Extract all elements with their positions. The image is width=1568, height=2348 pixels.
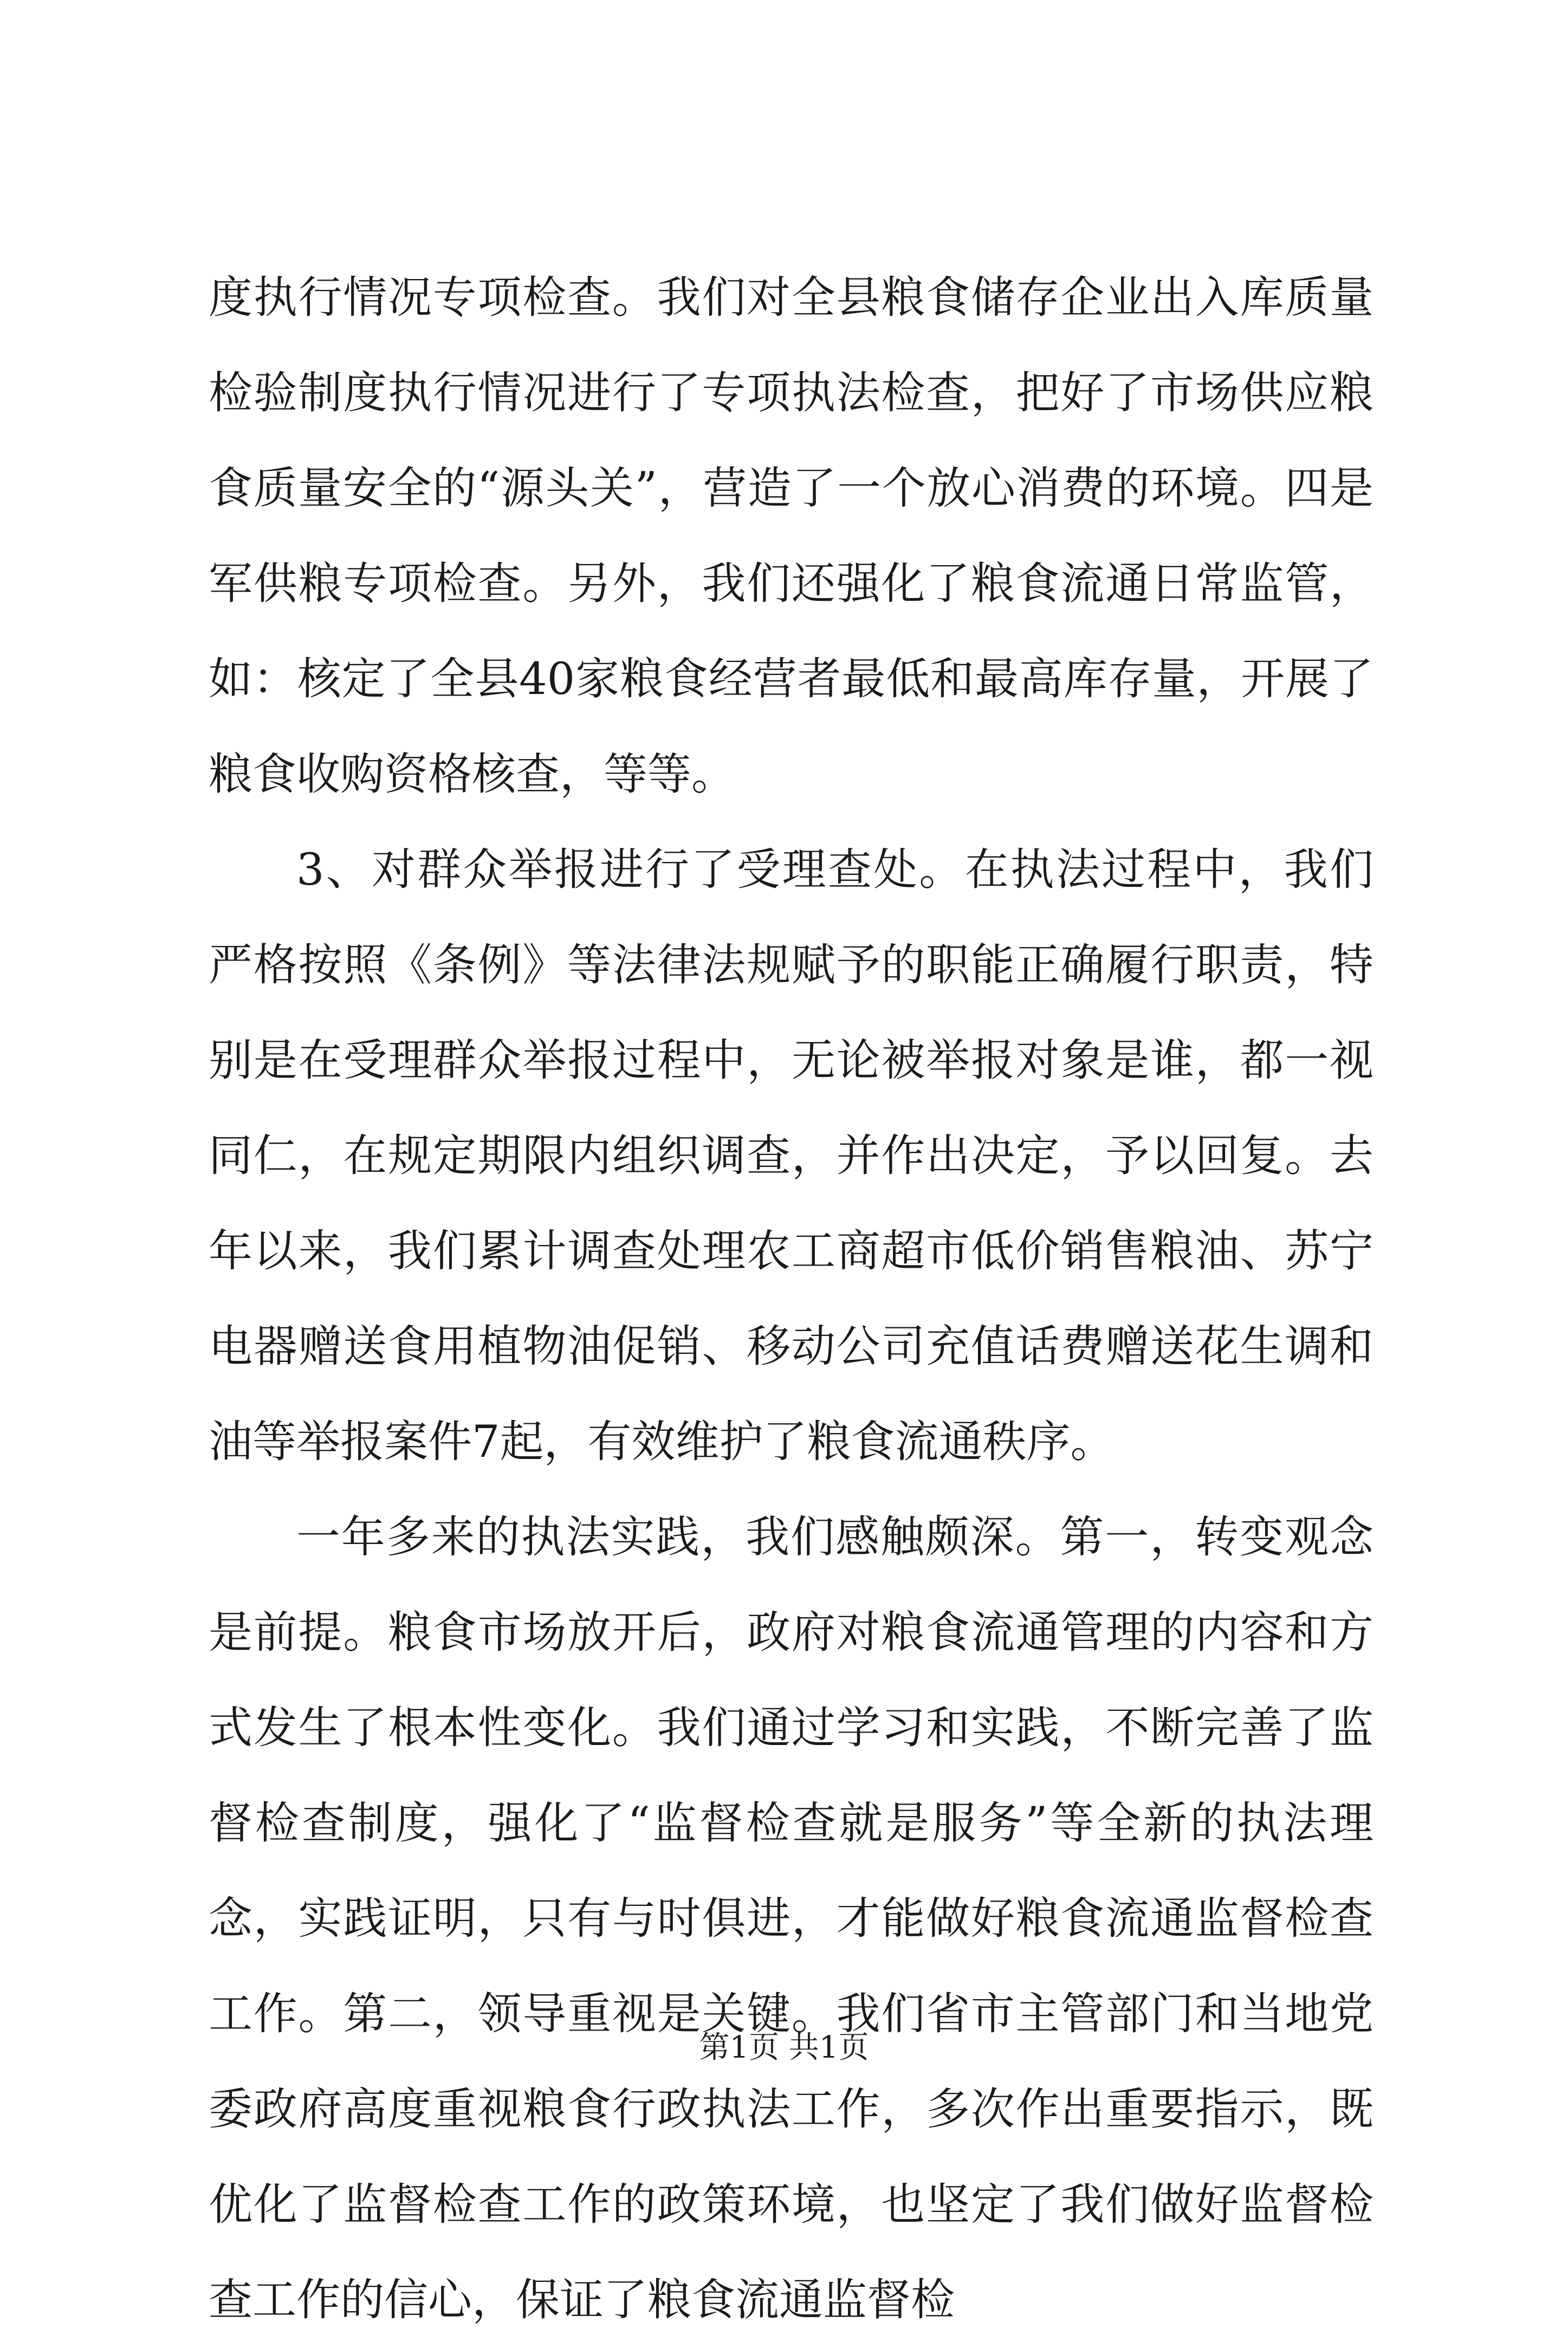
paragraph-continuation: 度执行情况专项检查。我们对全县粮食储存企业出入库质量检验制度执行情况进行了专项执法检查，把好了市场供应粮食质量安全的“源头关”，营造了一个放心消费的环境。四是军供粮专项检查。另外，我们还强化了粮食流通日常监管，如：核定了全县40家粮食经营者最低和最高库存量，开展了粮食收购资格核查，等等。 (209, 273, 1373, 800)
paragraph-enforcement-experience: 一年多来的执法实践，我们感触颇深。第一，转变观念是前提。粮食市场放开后，政府对粮食流通管理的内容和方式发生了根本性变化。我们通过学习和实践，不断完善了监督检查制度，强化了“监督检查就是服务”等全新的执法理念，实践证明，只有与时俱进，才能做好粮食流通监督检查工作。第二，领导重视是关键。我们省市主管部门和当地党委政府高度重视粮食行政执法工作，多次作出重要指示，既优化了监督检查工作的政策环境，也坚定了我们做好监督检查工作的信心，保证了粮食流通监督检 (209, 1512, 1373, 2326)
page-footer: 第1页 共1页 (699, 2030, 869, 2065)
paragraph-complaint-handling: 3、对群众举报进行了受理查处。在执法过程中，我们严格按照《条例》等法律法规赋予的职能正确履行职责，特别是在受理群众举报过程中，无论被举报对象是谁，都一视同仁，在规定期限内组织调查，并作出决定，予以回复。去年以来，我们累计调查处理农工商超市低价销售粮油、苏宁电器赠送食用植物油促销、移动公司充值话费赠送花生调和油等举报案件7起，有效维护了粮食流通秩序。 (209, 845, 1373, 1468)
